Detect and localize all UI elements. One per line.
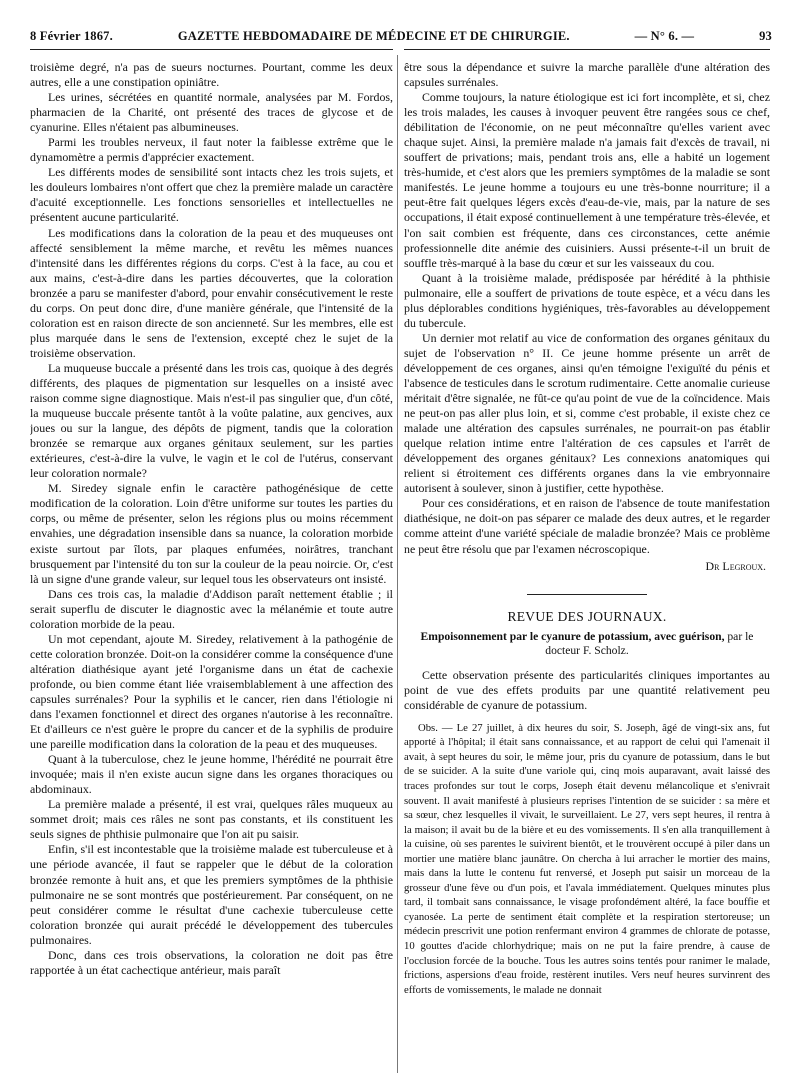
author-signature: Dr Legroux. (705, 558, 766, 573)
left-paragraph: Quant à la tuberculose, chez le jeune homme, l'hérédité ne pourrait être invoquée; mais il n'en existe aucun signe dans les organes thoraciques ou abdominaux. (30, 752, 393, 797)
right-column (404, 60, 770, 1070)
article-title: Empoisonnement par le cyanure de potassium, avec guérison, (420, 629, 725, 643)
left-paragraph: La muqueuse buccale a présenté dans les trois cas, quoique à des degrés différents, des plaques de pigmentation sur lesquelles on a insisté avec raison comme signe diagnostique. Mais n'est-il pas singulier que, d'un côté, la muqueuse buccale présente tantôt à la voûte palatine, aux gencives, aux joues ou sur la langue, des dépôts de pigment, tandis que la coloration bronzée se remarque aux organes génitaux seulement, sur les parties extérieures, c'est-à-dire la vulve, le vagin et le col de l'utérus, conservant leur coloration normale? (30, 360, 393, 481)
observation-block (404, 721, 770, 997)
left-paragraph: Dans ces trois cas, la maladie d'Addison paraît nettement établie ; il serait superflu de discuter le diagnostic avec la mélanémie et toute autre coloration morbide de la peau. (30, 586, 393, 631)
left-paragraph: Enfin, s'il est incontestable que la troisième malade est tuberculeuse et à une période avancée, il faut se rappeler que le début de la coloration bronzée remonte à huit ans, et que les premiers symptômes de la phthisie pulmonaire ne se sont montrés que postérieurement. Par conséquent, on ne peut considérer comme le résultat d'une cachexie tuberculeuse cette coloration bronzée qui aurait précédé le développement des tubercules pulmonaires. (30, 842, 393, 947)
right-paragraph: être sous la dépendance et suivre la marche parallèle d'une altération des capsules surrénales. (404, 60, 770, 90)
right-paragraph: Un dernier mot relatif au vice de conformation des organes génitaux du sujet de l'observation n° II. Ce jeune homme présente un arrêt de développement de ces organes, ainsi qu'en témoigne l'exiguïté du pénis et l'absence de testicules dans le scrotum rudimentaire. Cette anomalie curieuse méritait d'être signalée, ne fût-ce qu'au point de vue de la coïncidence. Mais ne peut-on pas aller plus loin, et si, comme c'est probable, il existe chez ce malade une altération des capsules surrénales, ne pourrait-on pas établir quelque relation intime entre l'altération de ces capsules et l'arrêt de développement des organes génitaux? Les connexions anatomiques qui relient si étroitement ces différents organes dans la vie embryonnaire autorisent à soulever, sinon à justifier, cette hypothèse. (404, 330, 770, 496)
left-column (30, 60, 393, 1070)
left-paragraph: Donc, dans ces trois observations, la coloration ne doit pas être rapportée à un état cachectique antérieur, mais paraît (30, 947, 393, 977)
left-paragraph: Parmi les troubles nerveux, il faut noter la faiblesse extrême que le dynamomètre a permis d'apprécier exactement. (30, 135, 393, 165)
article-title-block (404, 630, 770, 658)
header-rule-left (30, 49, 393, 50)
left-paragraph: La première malade a présenté, il est vrai, quelques râles muqueux au sommet droit; mais ces râles ne sont pas constants, et ils constituent les seuls signes de phthisie pulmonaire que l'on ait pu saisir. (30, 797, 393, 842)
header-journal-title: GAZETTE HEBDOMADAIRE DE MÉDECINE ET DE CHIRURGIE. (177, 28, 570, 43)
left-paragraph: troisième degré, n'a pas de sueurs nocturnes. Pourtant, comme les deux autres, elle a une constipation opiniâtre. (30, 60, 393, 90)
right-paragraph: Quant à la troisième malade, prédisposée par hérédité à la phthisie pulmonaire, elle a souffert de privations de toute espèce, et a vécu dans les plus déplorables conditions hygiéniques, très-favorables au développement du tubercule. (404, 270, 770, 330)
left-paragraph: Les modifications dans la coloration de la peau et des muqueuses ont affecté sensiblement la même marche, et revêtu les mêmes nuances d'intensité dans les différentes régions du corps. C'est à la face, au cou et aux mains, c'est-à-dire dans les parties découvertes, que la coloration bronzée a paru se manifester d'abord, pour envahir consécutivement le reste du corps. On peut donc dire, d'une manière générale, que l'intensité de la coloration est en raison directe de son ancienneté. Sur les membres, elle est plus marquée dans le sens de l'extension, excepté chez le sujet de la troisième observation. (30, 225, 393, 360)
article-intro: Cette observation présente des particularités cliniques importantes au point de vue des effets produits par une quantité relativement peu considérable de cyanure de potassium. (404, 667, 770, 712)
right-paragraph: Comme toujours, la nature étiologique est ici fort incomplète, et si, chez les trois malades, les causes à invoquer peuvent être rangées sous ce chef, débilitation de l'économie, on ne peut méconnaître qu'elles varient avec chaque sujet. Ainsi, la première malade n'a jamais fait d'excès de travail, ni souffert de privations; mais, pendant trois ans, elle a habité un logement très-humide, et c'est alors que les premiers symptômes de la maladie se sont manifestés. Le jeune homme a toujours eu une très-bonne nourriture; il a peut-être fait quelques légers excès d'eau-de-vie, mais, par la nature de ses occupations, il était exposé continuellement à une température très-élevée, et l'on sait combien est fréquente, dans ces circonstances, cette anémie professionnelle dite anémie des cuisiniers. Aussi présente-t-il un bruit de souffle très-marqué à la base du cœur et sur les vaisseaux du cou. (404, 90, 770, 270)
section-title: REVUE DES JOURNAUX. (507, 608, 667, 624)
left-paragraph: Les différents modes de sensibilité sont intacts chez les trois sujets, et les douleurs lombaires n'ont offert que chez la première malade un caractère d'acuité exceptionnelle. Les fonctions sensorielles et intellectuelles ne présentent aucune particularité. (30, 165, 393, 225)
observation-text: Obs. — Le 27 juillet, à dix heures du soir, S. Joseph, âgé de vingt-six ans, fut apporté à l'hôpital; il était sans connaissance, et au rapport de celui qui l'amenait il avait, à sept heures du soir, le même jour, pris du cyanure de potassium, dans le but de se suicider. A la suite d'une variole qui, cinq mois auparavant, avait laissé des traces profondes sur tout le corps, Joseph était devenu mélancolique et s'enivrait souvent. Il avait manifesté à plusieurs reprises l'intention de se suicider : sa mère et sa sœur, chez lesquelles il vivait, le surveillaient. Le 27, vers sept heures, il rentra à la maison; il avait bu de la bière et eu des vomissements. Il s'en alla tranquillement à la cuisine, où ses parentes le suivirent bientôt, et le trouvèrent occupé à piler dans un mortier une matière blanc jaunâtre. On chercha à lui arracher le mortier des mains, mais dans la lutte le contenu fut renversé, et Joseph put saisir un morceau de la grosseur d'une fève ou d'un pois, et l'avala immédiatement. Quelques minutes plus tard, il tombait sans connaissance, le visage profondément altéré, la face bouffie et cyanosée. La perte de sentiment était complète et la respiration stertoreuse; un médecin prescrivit une potion renfermant environ 4 grammes de chlorate de potasse, 10 gouttes d'acide chlorhydrique; mais on ne put la faire prendre, à cause de l'occlusion forcée de la bouche. Tous les autres soins tentés pour ranimer le malade, frictions, aspersions d'eau froide, restèrent inutiles. Vers neuf heures survinrent des efforts de vomissements, le malade ne donnait (404, 721, 770, 996)
column-separator (397, 55, 398, 1073)
right-paragraph: Pour ces considérations, et en raison de l'absence de toute manifestation diathésique, ne doit-on pas séparer ce malade des deux autres, et le regarder comme atteint d'une variété spéciale de maladie bronzée? Mais ce problème ne peut être résolu que par l'examen nécroscopique. (404, 496, 770, 556)
left-paragraph: Les urines, sécrétées en quantité normale, analysées par M. Fordos, pharmacien de la Charité, ont présenté des traces de glycose et de cyanurine. Elles n'étaient pas albumineuses. (30, 90, 393, 135)
header-issue: — N° 6. — (634, 28, 695, 43)
article-author: par le docteur F. Scholz. (545, 629, 754, 657)
header-date: 8 Février 1867. (30, 28, 113, 43)
left-paragraph: M. Siredey signale enfin le caractère pathogénésique de cette modification de la coloration. Loin d'être uniforme sur toutes les parties du corps, ou même de présenter, selon les régions plus ou moins récemment envahies, une dégradation insensible dans sa nuance, la coloration morbide existe surtout par îlots, par plaques enfumées, noirâtres, tranchant brusquement par l'intensité du ton sur la couleur de la peau noircie. Or, c'est là un signe d'une grande valeur, sur lequel tous les observateurs ont insisté. (30, 481, 393, 586)
section-divider (527, 594, 647, 595)
header-page-number: 93 (759, 28, 772, 43)
page-header (30, 24, 772, 48)
header-rule-right (404, 49, 770, 50)
left-paragraph: Un mot cependant, ajoute M. Siredey, relativement à la pathogénie de cette coloration bronzée. Doit-on la considérer comme la conséquence d'une altération diathésique ayant jeté l'organisme dans un état de cachexie profonde, ou bien comme étant liée vraisemblablement à une affection des capsules surrénales? Pour la syphilis et le cancer, rien dans l'étiologie ni dans l'examen fonctionnel et direct des organes n'autorise à les reconnaître. Et d'ailleurs ce n'est guère le propre du cancer et de la syphilis de produire une pareille modification dans la coloration de la peau et des muqueuses. (30, 631, 393, 752)
